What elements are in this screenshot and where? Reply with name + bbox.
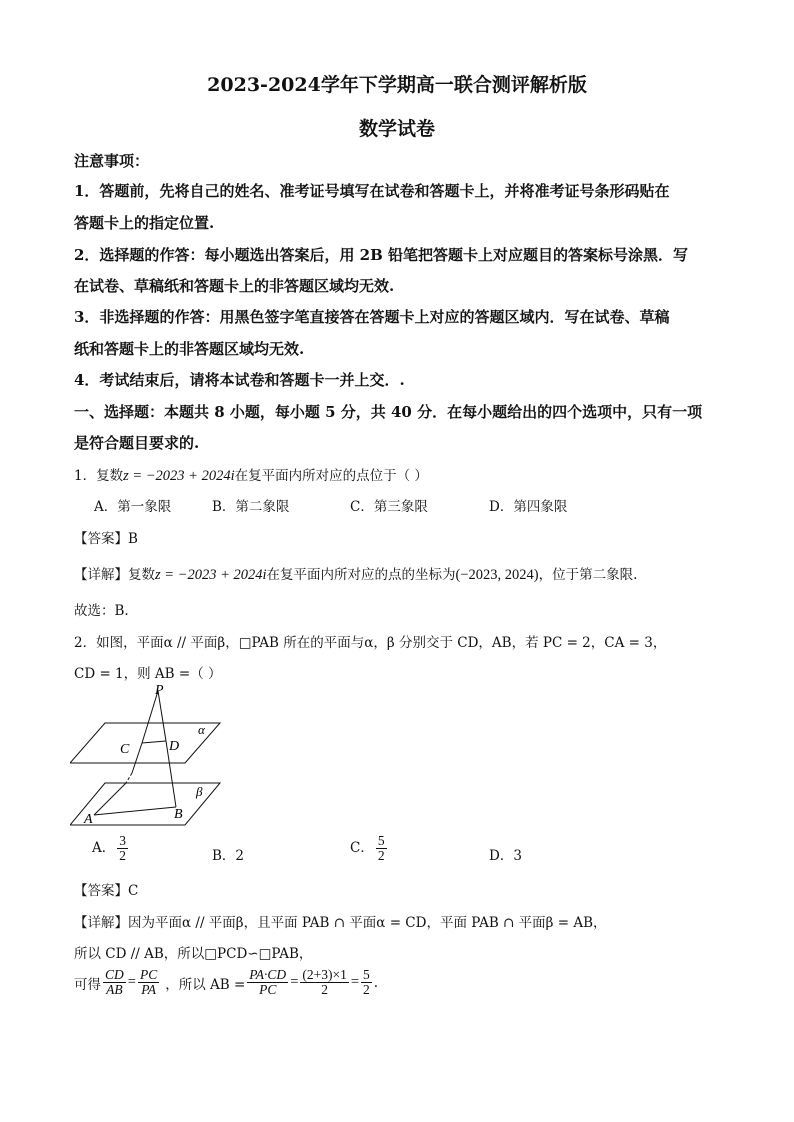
q1-stem-math: z = −2023 + 2024i — [123, 468, 235, 484]
detail-mid: ，所以 AB = — [165, 976, 246, 993]
notice-item-4: 4．考试结束后，请将本试卷和答题卡一并上交．. — [74, 371, 405, 389]
q2-detail-line-2: 所以 CD // AB，所以□PCD∽□PAB， — [74, 946, 313, 962]
q1-option-a: A．第一象限 — [94, 499, 172, 515]
segment-ca-lower — [94, 783, 126, 815]
fraction-denominator: 2 — [119, 848, 126, 864]
page-subtitle: 数学试卷 — [358, 118, 435, 140]
label-d: D — [169, 739, 180, 754]
notice-heading: 注意事项： — [74, 152, 150, 170]
q2-option-c — [350, 834, 389, 863]
label-alpha: α — [198, 722, 205, 737]
fraction-numerator: 5 — [363, 967, 370, 982]
q2-option-a-fraction — [117, 834, 128, 863]
q1-detail-suffix: ，位于第二象限. — [538, 567, 638, 583]
segment-pc — [142, 691, 158, 743]
equals-sign: = — [127, 974, 136, 991]
equals-sign: = — [350, 974, 360, 991]
q1-detail-mid: 在复平面内所对应的点的坐标为 — [266, 567, 456, 583]
detail-prefix: 可得 — [74, 976, 101, 993]
q1-conclusion: 故选：B. — [74, 603, 129, 619]
q1-detail-math-1: z = −2023 + 2024i — [155, 567, 267, 583]
notice-item-3-line-1: 3．非选择题的作答：用黑色签字笔直接答在答题卡上对应的答题区域内．写在试卷、草稿 — [74, 308, 670, 326]
q1-option-b: B．第二象限 — [212, 499, 290, 515]
label-beta: β — [196, 784, 203, 799]
fraction-denominator: PC — [259, 982, 277, 998]
notice-item-1-line-2: 答题卡上的指定位置. — [74, 214, 215, 232]
q2-stem-line-2: CD = 1，则 AB =（ ） — [74, 666, 222, 682]
notice-item-1-line-1: 1．答题前，先将自己的姓名、准考证号填写在试卷和答题卡上，并将准考证号条形码贴在 — [74, 182, 670, 200]
equals-sign: = — [290, 974, 299, 991]
fraction-numerator: PA·CD — [249, 967, 287, 982]
fraction-pacd-pc — [247, 968, 288, 997]
fraction-denominator: AB — [106, 982, 123, 998]
section-heading-line-1: 一、选择题：本题共 8 小题，每小题 5 分，共 40 分．在每小题给出的四个选项中，只有一项 — [74, 403, 703, 421]
q1-option-d: D．第四象限 — [489, 499, 568, 515]
fraction-denominator: 2 — [363, 982, 370, 998]
fraction-numerator: 5 — [377, 833, 385, 848]
detail-end: . — [373, 974, 379, 991]
fraction-denominator: PA — [141, 982, 156, 998]
q1-detail-math-2: (−2023, 2024) — [455, 567, 539, 583]
segment-ca-upper — [132, 743, 142, 773]
segment-ab — [94, 807, 176, 815]
q2-option-c-label: C． — [350, 840, 374, 857]
label-c: C — [120, 742, 130, 757]
section-heading-line-2: 是符合题目要求的. — [74, 434, 200, 452]
q2-option-a-label: A． — [92, 840, 116, 857]
label-p: P — [155, 685, 164, 698]
q1-stem — [74, 464, 428, 485]
q2-option-c-fraction — [376, 834, 387, 863]
fraction-denominator: 2 — [321, 982, 328, 998]
notice-item-2-line-1: 2．选择题的作答：每小题选出答案后，用 2B 铅笔把答题卡上对应题目的答案标号涂黑．写 — [74, 246, 689, 264]
fraction-numerator: PC — [139, 967, 158, 982]
segment-pd — [158, 691, 166, 741]
notice-item-3-line-2: 纸和答题卡上的非答题区域均无效. — [74, 340, 305, 358]
q2-figure — [70, 685, 240, 830]
segment-cd — [142, 741, 166, 743]
q2-answer: 【答案】C — [74, 883, 139, 899]
q2-stem-line-1: 2．如图，平面α // 平面β，□PAB 所在的平面与α，β 分别交于 CD，AB，若 PC = 2，CA = 3， — [74, 635, 667, 651]
q1-answer: 【答案】B — [74, 531, 138, 547]
q1-detail — [74, 563, 637, 584]
page-title: 2023-2024学年下学期高一联合测评解析版 — [207, 74, 587, 96]
q1-detail-prefix: 【详解】复数 — [74, 567, 155, 583]
fraction-cd-ab — [103, 968, 126, 997]
fraction-denominator: 2 — [377, 848, 385, 864]
fraction-pc-pa — [138, 968, 159, 997]
q1-stem-prefix: 1．复数 — [74, 468, 124, 484]
q2-option-a — [92, 834, 130, 863]
notice-item-2-line-2: 在试卷、草稿纸和答题卡上的非答题区域均无效. — [74, 277, 395, 295]
fraction-computation — [300, 968, 348, 997]
q1-option-c: C．第三象限 — [350, 499, 428, 515]
fraction-numerator: (2+3)×1 — [302, 967, 347, 982]
label-a: A — [84, 812, 93, 827]
q1-stem-suffix: 在复平面内所对应的点位于（ ） — [234, 468, 428, 484]
q2-detail-line-1: 【详解】因为平面α // 平面β，且平面 PAB ∩ 平面α = CD，平面 PAB ∩ 平面β = AB， — [74, 915, 607, 931]
q2-detail-line-3 — [74, 968, 378, 997]
q2-option-d: D．3 — [489, 848, 522, 864]
fraction-result — [361, 968, 372, 997]
segment-ca-hidden — [126, 773, 132, 783]
fraction-numerator: 3 — [119, 833, 126, 848]
fraction-numerator: CD — [105, 967, 124, 982]
label-b: B — [174, 807, 183, 822]
q2-option-b: B．2 — [212, 848, 245, 864]
